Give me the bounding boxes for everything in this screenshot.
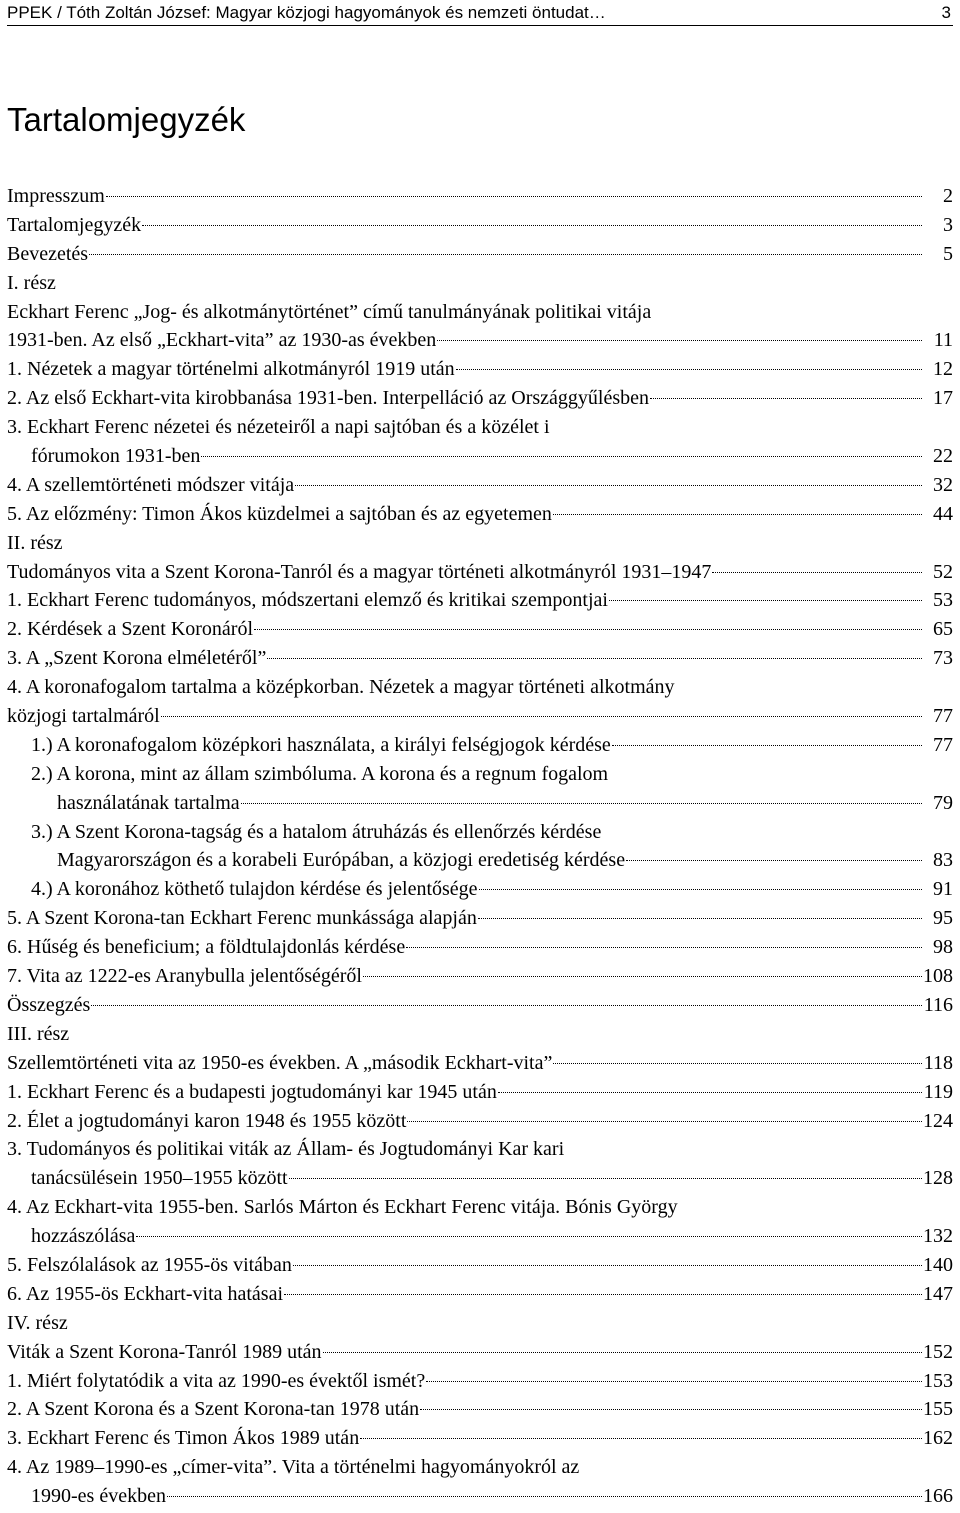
dot-leader — [91, 1005, 922, 1006]
running-header — [7, 0, 953, 26]
toc-entry-page: 91 — [933, 878, 953, 901]
dot-leader — [284, 1294, 922, 1295]
toc-entry-page: 5 — [943, 242, 953, 265]
toc-entry-title: 5. A Szent Korona-tan Eckhart Ferenc munkássága alapján — [7, 907, 477, 930]
toc-entry[interactable] — [7, 731, 953, 760]
toc-entry-title: 2. Kérdések a Szent Koronáról — [7, 618, 254, 641]
toc-entry[interactable] — [7, 1049, 953, 1078]
toc-entry[interactable] — [7, 1222, 953, 1251]
page-title: Tartalomjegyzék — [7, 101, 246, 138]
toc-entry[interactable] — [7, 211, 953, 240]
toc-entry-title: 4. A koronafogalom tartalma a középkorban. Nézetek a magyar történeti alkotmány — [7, 676, 675, 699]
toc-entry-page: 108 — [923, 965, 953, 988]
dot-leader — [254, 629, 922, 630]
toc-entry[interactable] — [7, 326, 953, 355]
dot-leader — [498, 1092, 922, 1093]
toc-entry[interactable] — [7, 904, 953, 933]
toc-entry[interactable] — [7, 644, 953, 673]
toc-entry-title: 2.) A korona, mint az állam szimbóluma. A korona és a regnum fogalom — [31, 762, 609, 785]
toc-entry[interactable] — [7, 1424, 953, 1453]
toc-entry-page: 119 — [923, 1080, 953, 1103]
dot-leader — [650, 398, 922, 399]
toc-entry-title: fórumokon 1931-ben — [31, 445, 201, 468]
toc-entry-title: 5. Az előzmény: Timon Ákos küzdelmei a sajtóban és az egyetemen — [7, 502, 552, 525]
toc-entry[interactable] — [7, 1309, 953, 1338]
toc-entry[interactable] — [7, 1395, 953, 1424]
toc-entry[interactable] — [7, 1164, 953, 1193]
toc-entry-page: 98 — [933, 936, 953, 959]
toc-entry-page: 83 — [933, 849, 953, 872]
toc-entry[interactable] — [7, 500, 953, 529]
dot-leader — [437, 340, 922, 341]
toc-entry[interactable] — [7, 355, 953, 384]
toc-entry-title: 1. Nézetek a magyar történelmi alkotmányról 1919 után — [7, 358, 455, 381]
dot-leader — [406, 947, 922, 948]
toc-entry-page: 65 — [933, 618, 953, 641]
dot-leader — [363, 976, 922, 977]
dot-leader — [626, 860, 922, 861]
toc-entry-title: 4. A szellemtörténeti módszer vitája — [7, 473, 295, 496]
toc-entry-title: 2. Az első Eckhart-vita kirobbanása 1931-ben. Interpelláció az Országgyűlésben — [7, 387, 649, 410]
toc-entry-page: 147 — [923, 1282, 953, 1305]
toc-entry-page: 17 — [933, 387, 953, 410]
toc-entry[interactable] — [7, 1338, 953, 1367]
dot-leader — [267, 658, 922, 659]
dot-leader — [161, 716, 922, 717]
toc-entry[interactable] — [7, 1135, 953, 1164]
toc-entry[interactable] — [7, 1107, 953, 1136]
toc-entry-page: 166 — [923, 1485, 953, 1508]
toc-entry-page: 79 — [933, 791, 953, 814]
toc-entry-title: közjogi tartalmáról — [7, 705, 160, 728]
toc-entry-page: 153 — [923, 1369, 953, 1392]
toc-entry-title: 3. Eckhart Ferenc és Timon Ákos 1989 után — [7, 1427, 360, 1450]
toc-entry-title: 1. Eckhart Ferenc és a budapesti jogtudományi kar 1945 után — [7, 1080, 497, 1103]
toc-entry-title: 1. Miért folytatódik a vita az 1990-es évektől ismét? — [7, 1369, 426, 1392]
toc-entry-title: 3.) A Szent Korona-tagság és a hatalom átruházás és ellenőrzés kérdése — [31, 820, 602, 843]
toc-entry-title: Viták a Szent Korona-Tanról 1989 után — [7, 1340, 322, 1363]
toc-entry-page: 140 — [923, 1253, 953, 1276]
toc-entry[interactable] — [7, 558, 953, 587]
toc-entry-page: 118 — [923, 1051, 953, 1074]
toc-entry-title: II. rész — [7, 531, 63, 554]
toc-entry-page: 77 — [933, 705, 953, 728]
toc-entry-title: 3. Tudományos és politikai viták az Állam- és Jogtudományi Kar kari — [7, 1138, 565, 1161]
toc-entry[interactable] — [7, 789, 953, 818]
toc-entry-title: Tudományos vita a Szent Korona-Tanról és a magyar történeti alkotmányról 1931–1947 — [7, 560, 712, 583]
toc-entry-page: 11 — [933, 329, 953, 352]
toc-entry-title: 1. Eckhart Ferenc tudományos, módszertani elemző és kritikai szempontjai — [7, 589, 608, 612]
toc-entry[interactable] — [7, 1078, 953, 1107]
toc-entry[interactable] — [7, 471, 953, 500]
toc-entry[interactable] — [7, 1453, 953, 1482]
toc-entry-title: I. rész — [7, 271, 56, 294]
toc-entry-title: 4.) A koronához köthető tulajdon kérdése és jelentősége — [31, 878, 478, 901]
dot-leader — [420, 1409, 922, 1410]
toc-entry-page: 124 — [923, 1109, 953, 1132]
toc-entry-page: 128 — [923, 1167, 953, 1190]
toc-entry-page: 95 — [933, 907, 953, 930]
toc-entry-page: 12 — [933, 358, 953, 381]
dot-leader — [167, 1496, 922, 1497]
toc-entry[interactable] — [7, 1367, 953, 1396]
toc-entry-title: használatának tartalma — [57, 791, 240, 814]
toc-entry-page: 32 — [933, 473, 953, 496]
toc-entry[interactable] — [7, 384, 953, 413]
dot-leader — [289, 1178, 922, 1179]
dot-leader — [89, 254, 922, 255]
toc-entry-page: 22 — [933, 445, 953, 468]
toc-entry-title: 5. Felszólalások az 1955-ös vitában — [7, 1253, 292, 1276]
dot-leader — [136, 1236, 922, 1237]
toc-entry[interactable] — [7, 1193, 953, 1222]
dot-leader — [478, 918, 922, 919]
dot-leader — [426, 1381, 922, 1382]
dot-leader — [609, 600, 922, 601]
toc-entry-page: 3 — [943, 213, 953, 236]
dot-leader — [201, 456, 922, 457]
dot-leader — [293, 1265, 922, 1266]
toc-entry-page: 53 — [933, 589, 953, 612]
toc-entry[interactable] — [7, 182, 953, 211]
dot-leader — [712, 572, 922, 573]
toc-entry-page: 73 — [933, 647, 953, 670]
toc-entry-page: 132 — [923, 1225, 953, 1248]
toc-entry-title: 4. Az 1989–1990-es „címer-vita”. Vita a történelmi hagyományokról az — [7, 1456, 580, 1479]
toc-entry[interactable] — [7, 875, 953, 904]
header-page-number: 3 — [941, 3, 951, 22]
toc-entry-title: 6. Az 1955-ös Eckhart-vita hatásai — [7, 1282, 284, 1305]
toc-entry[interactable] — [7, 1251, 953, 1280]
toc-entry[interactable] — [7, 1020, 953, 1049]
toc-entry-page: 162 — [923, 1427, 953, 1450]
dot-leader — [142, 225, 922, 226]
header-title: PPEK / Tóth Zoltán József: Magyar közjogi hagyományok és nemzeti öntudat… — [7, 3, 606, 22]
toc-entry-title: Bevezetés — [7, 242, 89, 265]
toc-entry-title: tanácsülésein 1950–1955 között — [31, 1167, 288, 1190]
toc-entry-title: Összegzés — [7, 993, 91, 1016]
toc-entry-page: 152 — [923, 1340, 953, 1363]
toc-entry-title: Eckhart Ferenc „Jog- és alkotmánytörténet” című tanulmányának politikai vitája — [7, 300, 652, 323]
toc-entry[interactable] — [7, 586, 953, 615]
toc-entry-title: 7. Vita az 1222-es Aranybulla jelentőségéről — [7, 965, 362, 988]
table-of-contents — [7, 182, 953, 1511]
toc-entry[interactable] — [7, 442, 953, 471]
toc-entry-title: 3. Eckhart Ferenc nézetei és nézeteiről a napi sajtóban és a közélet i — [7, 416, 550, 439]
toc-entry-title: Szellemtörténeti vita az 1950-es években. A „második Eckhart-vita” — [7, 1051, 553, 1074]
dot-leader — [106, 196, 922, 197]
toc-entry-title: 2. A Szent Korona és a Szent Korona-tan 1978 után — [7, 1398, 420, 1421]
toc-entry[interactable] — [7, 702, 953, 731]
toc-entry[interactable] — [7, 529, 953, 558]
toc-entry[interactable] — [7, 991, 953, 1020]
toc-entry[interactable] — [7, 269, 953, 298]
toc-entry[interactable] — [7, 760, 953, 789]
toc-entry-title: 1990-es években — [31, 1485, 166, 1508]
toc-entry-page: 52 — [933, 560, 953, 583]
toc-entry-title: 2. Élet a jogtudományi karon 1948 és 1955 között — [7, 1109, 407, 1132]
toc-entry[interactable] — [7, 413, 953, 442]
toc-entry[interactable] — [7, 615, 953, 644]
toc-entry-title: hozzászólása — [31, 1225, 136, 1248]
toc-entry-title: 1.) A koronafogalom középkori használata, a királyi felségjogok kérdése — [31, 733, 611, 756]
toc-entry-page: 77 — [933, 733, 953, 756]
toc-entry[interactable] — [7, 846, 953, 875]
toc-entry-title: Impresszum — [7, 185, 105, 207]
toc-entry-title: Tartalomjegyzék — [7, 213, 142, 236]
toc-entry[interactable] — [7, 962, 953, 991]
dot-leader — [612, 745, 922, 746]
dot-leader — [479, 889, 922, 890]
toc-entry-title: 3. A „Szent Korona elméletéről” — [7, 647, 267, 670]
toc-entry-title: 1931-ben. Az első „Eckhart-vita” az 1930-as években — [7, 329, 437, 352]
toc-entry-title: IV. rész — [7, 1311, 68, 1334]
toc-entry-page: 116 — [923, 993, 953, 1016]
dot-leader — [241, 803, 922, 804]
toc-entry[interactable] — [7, 240, 953, 269]
dot-leader — [323, 1352, 922, 1353]
toc-entry-page: 44 — [933, 502, 953, 525]
toc-entry[interactable] — [7, 933, 953, 962]
dot-leader — [553, 1063, 922, 1064]
toc-entry[interactable] — [7, 1482, 953, 1511]
dot-leader — [407, 1121, 922, 1122]
toc-entry-title: 6. Hűség és beneficium; a földtulajdonlás kérdése — [7, 936, 406, 959]
dot-leader — [456, 369, 922, 370]
toc-entry-title: III. rész — [7, 1022, 70, 1045]
toc-entry[interactable] — [7, 673, 953, 702]
toc-entry[interactable] — [7, 818, 953, 847]
dot-leader — [553, 514, 922, 515]
toc-entry-page: 2 — [943, 185, 953, 207]
toc-entry-title: 4. Az Eckhart-vita 1955-ben. Sarlós Márton és Eckhart Ferenc vitája. Bónis György — [7, 1196, 678, 1219]
dot-leader — [360, 1438, 922, 1439]
dot-leader — [295, 485, 922, 486]
toc-entry-page: 155 — [923, 1398, 953, 1421]
toc-entry[interactable] — [7, 298, 953, 327]
toc-entry-title: Magyarországon és a korabeli Európában, a közjogi eredetiség kérdése — [57, 849, 626, 872]
toc-entry[interactable] — [7, 1280, 953, 1309]
